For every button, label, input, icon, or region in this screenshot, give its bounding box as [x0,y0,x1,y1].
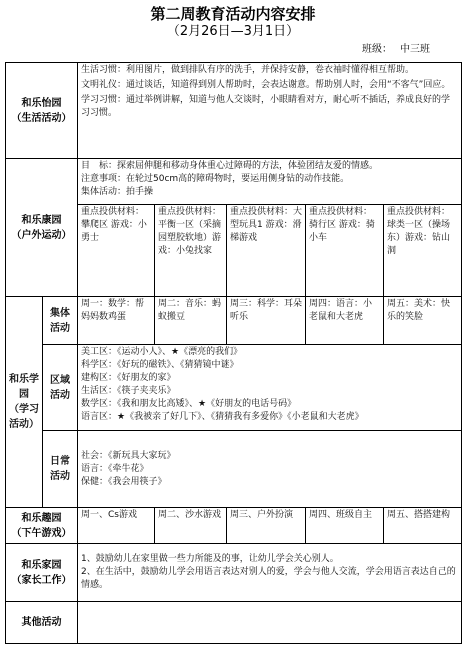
row-other [6,602,462,644]
area-item: 数学区：《我和朋友比高矮》、★《好朋友的电话号码》 [81,399,297,409]
row-study-daily [6,431,462,508]
row-life [6,63,462,159]
study-title: 和乐学园 [9,374,39,400]
row-study-areas [6,345,462,431]
class-label: 班级： [362,44,392,55]
outdoor-subtitle: （户外运动） [11,229,72,241]
daily-item: 社会：《新玩具大家玩》 [81,450,176,461]
group-activity-day: 周一：数学：帮妈妈数鸡蛋 [78,297,155,345]
daily-activity-label: 日常活动 [43,431,78,508]
life-item: 文明礼仪：通过谈话，知道得到别人帮助时，会表达谢意。帮助别人时，会用“不客气”回应。 [81,80,451,90]
outdoor-header [6,159,78,297]
home-content [78,544,462,602]
home-subtitle: （家长工作） [11,574,72,586]
play-day: 周二、沙水游戏 [155,508,227,544]
outdoor-group-activity: 集体活动：拍手操 [81,187,154,197]
life-header [6,63,78,159]
outdoor-station: 重点投供材料：球类一区（操场东）游戏：钻山洞 [384,205,462,297]
outdoor-goal: 目 标：探索屈伸腿和移动身体重心过障碍的方法，体验团结友爱的情感。 [81,161,379,171]
life-title: 和乐怡园 [21,97,62,109]
area-activity-label: 区域活动 [43,345,78,431]
outdoor-title: 和乐康园 [21,214,62,226]
life-content [78,63,462,159]
document-title: 第二周教育活动内容安排 [150,5,316,23]
date-range: （2月26日—3月1日） [166,24,300,39]
play-day: 周三、户外扮演 [227,508,306,544]
life-subtitle: （生活活动） [11,112,72,124]
outdoor-station: 重点投供材料：大型玩具1 游戏：滑梯游戏 [227,205,306,297]
row-outdoor-goals [6,159,462,205]
group-activity-day: 周二：音乐：蚂蚁搬豆 [155,297,227,345]
play-day: 周一、Cs游戏 [78,508,155,544]
play-title: 和乐趣园 [21,512,62,524]
play-day: 周四、班级自主 [306,508,384,544]
outdoor-note: 注意事项：在轮过50cm高的障碍物时，要运用侧身钻的动作技能。 [81,174,350,184]
daily-activities [78,431,462,508]
home-title: 和乐家园 [21,559,62,571]
area-item: 生活区：《筷子夹夹乐》 [81,386,176,396]
daily-item: 保健：《我会用筷子》 [81,476,167,487]
outdoor-station: 重点投供材料：平衡一区（采摘园塑胶软地）游戏：小兔找家 [155,205,227,297]
class-value: 中三班 [400,44,430,55]
class-info [354,44,430,56]
row-home [6,544,462,602]
row-study-group [6,297,462,345]
area-item: 美工区：《运动小人》、★《漂亮的我们》 [81,347,243,357]
group-activity-day: 周五：美术：快乐的笑脸 [384,297,462,345]
area-item: 建构区：《好朋友的家》 [81,373,176,383]
group-activity-day: 周三：科学：耳朵听乐 [227,297,306,345]
play-subtitle: （下午游戏） [11,527,72,539]
daily-item: 语言：《牵牛花》 [81,463,149,474]
schedule-table [5,62,462,644]
home-header [6,544,78,602]
play-day: 周五、搭搭建构 [384,508,462,544]
outdoor-station: 重点投供材料：骑行区 游戏：骑小车 [306,205,384,297]
home-item: 2、在生活中，鼓励幼儿学会用语言表达对别人的爱，学会与他人交流，学会用语言表达自己的情感。 [81,567,456,590]
row-play [6,508,462,544]
other-content [78,602,462,644]
life-item: 生活习惯：利用图片，做到排队有序的洗手，并保持安静，卷衣袖时懂得相互帮助。 [81,65,415,75]
area-item: 语言区：★《我被亲了好几下》、《猜猜我有多爱你》《小老鼠和大老虎》 [81,412,364,422]
play-header [6,508,78,544]
other-header: 其他活动 [6,602,78,644]
life-item: 学习习惯：通过举例讲解，知道与他人交谈时，小眼睛看对方，耐心听不插话，养成良好的学习习惯。 [81,95,451,118]
group-activity-day: 周四：语言：小老鼠和大老虎 [306,297,384,345]
outdoor-goals [78,159,462,205]
area-activities [78,345,462,431]
outdoor-station: 重点投供材料：攀爬区 游戏：小勇士 [78,205,155,297]
study-subtitle: （学习活动） [9,404,39,430]
home-item: 1、鼓励幼儿在家里做一些力所能及的事，让幼儿学会关心别人。 [81,554,339,564]
study-header [6,297,43,508]
area-item: 科学区：《好玩的磁铁》、《猜猜镜中谜》 [81,360,239,370]
group-activity-label: 集体活动 [43,297,78,345]
